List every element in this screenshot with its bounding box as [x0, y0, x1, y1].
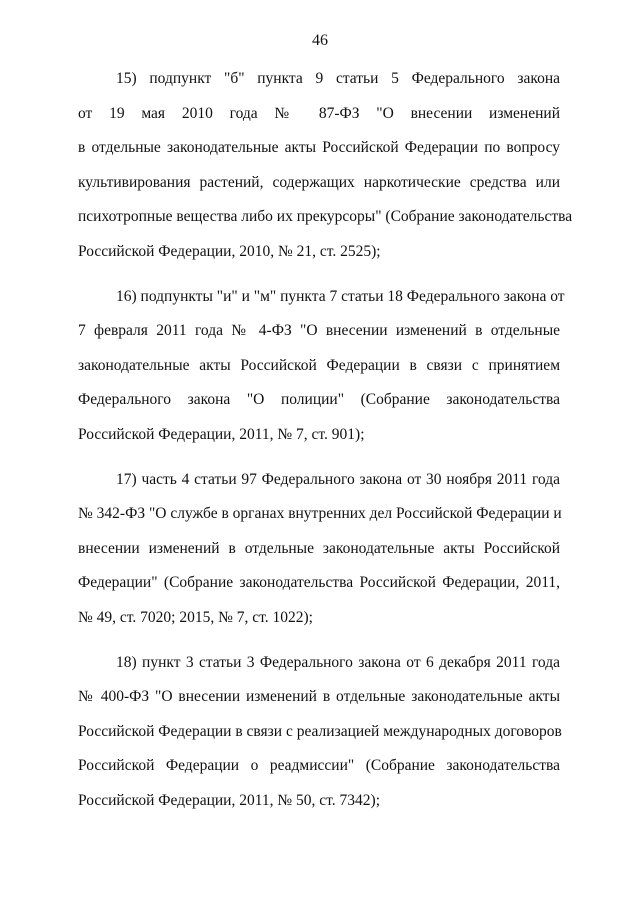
paragraph-line: в отдельные законодательные акты Российской Федерации по вопросу	[78, 139, 560, 157]
paragraph-line: внесении изменений в отдельные законодательные акты Российской	[78, 539, 560, 557]
paragraph-line: культивирования растений, содержащих наркотические средства или	[78, 173, 560, 191]
paragraph-line: 7 февраля 2011 года № 4-ФЗ "О внесении изменений в отдельные	[78, 322, 560, 340]
paragraph-line: Российской Федерации, 2011, № 7, ст. 901);	[78, 425, 365, 443]
paragraph-line: 17) часть 4 статьи 97 Федерального закона от 30 ноября 2011 года	[116, 470, 560, 488]
paragraph-line: законодательные акты Российской Федерации в связи с принятием	[78, 356, 560, 374]
paragraph-item-18	[78, 646, 560, 819]
paragraph-line: № 49, ст. 7020; 2015, № 7, ст. 1022);	[78, 608, 313, 626]
paragraph-item-15	[78, 62, 573, 270]
paragraph-line: Российской Федерации, 2011, № 50, ст. 7342);	[78, 791, 381, 809]
paragraph-line: № 400-ФЗ "О внесении изменений в отдельные законодательные акты	[78, 688, 560, 706]
page-number: 46	[312, 32, 328, 49]
paragraph-line: психотропные вещества либо их прекурсоры" (Собрание законодательства	[78, 208, 573, 226]
paragraph-line: 15) подпункт "б" пункта 9 статьи 5 Федерального закона	[116, 70, 560, 87]
paragraph-line: 16) подпункты "и" и "м" пункта 7 статьи 18 Федерального закона от	[116, 287, 565, 305]
paragraph-line: Российской Федерации в связи с реализацией международных договоров	[78, 722, 562, 740]
paragraph-line: № 342-ФЗ "О службе в органах внутренних дел Российской Федерации и	[78, 505, 562, 523]
document-body	[78, 62, 573, 828]
paragraph-line: 18) пункт 3 статьи 3 Федерального закона от 6 декабря 2011 года	[116, 653, 560, 671]
paragraph-line: Российской Федерации, 2010, № 21, ст. 2525);	[78, 242, 381, 260]
paragraph-line: от 19 мая 2010 года № 87-ФЗ "О внесении изменений	[78, 104, 560, 122]
paragraph-line: Российской Федерации о реадмиссии" (Собрание законодательства	[78, 757, 560, 775]
paragraph-item-17	[78, 463, 560, 636]
paragraph-line: Федерации" (Собрание законодательства Российской Федерации, 2011,	[78, 574, 560, 592]
paragraph-item-16	[78, 280, 565, 453]
paragraph-line: Федерального закона "О полиции" (Собрание законодательства	[78, 391, 560, 409]
